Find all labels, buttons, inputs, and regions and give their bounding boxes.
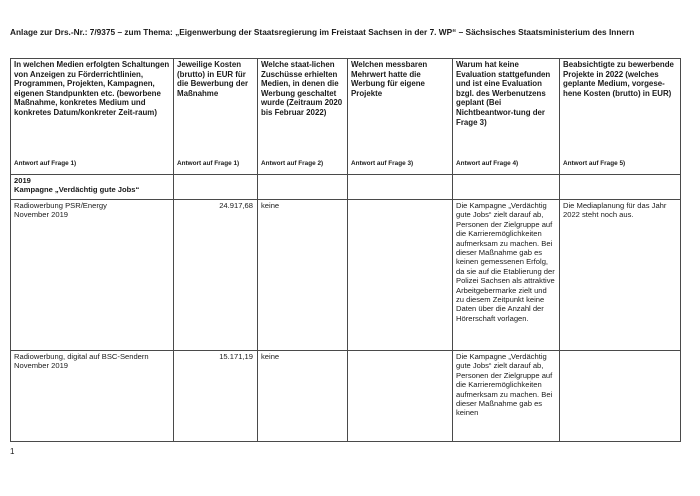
cell-subsidies: keine (258, 351, 348, 442)
cell-subsidies: keine (258, 200, 348, 351)
table-row (11, 351, 681, 442)
header-evaluation: Warum hat keine Evaluation stattgefunden und ist eine Evaluation bzgl. des Werbenutzens geplant (Bei Nichtbeantwor-tung der Frage 3) Antwort auf Frage 4) (453, 59, 560, 175)
table-row (11, 200, 681, 351)
answer-ref: Antwort auf Frage 4) (456, 160, 519, 167)
header-value: Welchen messbaren Mehrwert hatte die Werbung für eigene Projekte Antwort auf Frage 3) (348, 59, 453, 175)
advertising-table (10, 58, 681, 442)
header-cost: Jeweilige Kosten (brutto) in EUR für die Bewerbung der Maßnahme Antwort auf Frage 1) (174, 59, 258, 175)
cell-evaluation: Die Kampagne „Verdächtig gute Jobs“ zielt darauf ab, Personen der Zielgruppe auf die Karrieremöglichkeiten aufmerksam zu machen. Bei dieser Maßnahme gab es keinen gemessenen Erfolg, da sie auf die Etablierung der Polizei Sachsen als attraktive Arbeitgebermarke zielt und zu diesem Zeitpunkt keine Daten über die Anzahl der Hörerschaft vorlagen. (453, 200, 560, 351)
header-subsidies: Welche staat-lichen Zuschüsse erhielten Medien, in denen die Werbung geschaltet wurde (Zeitraum 2020 bis Februar 2022) Antwort auf Frage 2) (258, 59, 348, 175)
answer-ref: Antwort auf Frage 2) (261, 160, 324, 167)
header-planned: Beabsichtigte zu bewerbende Projekte in 2022 (welches geplante Medium, vorgese-hene Kosten (brutto) in EUR) Antwort auf Frage 5) (560, 59, 681, 175)
section-year: 2019 (14, 176, 31, 185)
cell-cost: 24.917,68 (174, 200, 258, 351)
cell-cost: 15.171,19 (174, 351, 258, 442)
section-title: Kampagne „Verdächtig gute Jobs“ (14, 185, 140, 195)
cell-evaluation: Die Kampagne „Verdächtig gute Jobs“ zielt darauf ab, Personen der Zielgruppe auf die Karrieremöglichkeiten aufmerksam zu machen. Bei dieser Maßnahme gab es keinen (453, 351, 560, 442)
section-row (11, 175, 681, 200)
cell-medium: Radiowerbung, digital auf BSC-Sendern November 2019 (11, 351, 174, 442)
cell-value (348, 351, 453, 442)
answer-ref: Antwort auf Frage 1) (14, 160, 77, 167)
header-media: In welchen Medien erfolgten Schaltungen von Anzeigen zu Förderrichtlinien, Programmen, Projekten, Kampagnen, eigenen Standpunkten etc. (beworbene Maßnahme, konkretes Medium und konkretes Datum/konkreter Zeit-raum) Antwort auf Frage 1) (11, 59, 174, 175)
cell-value (348, 200, 453, 351)
cell-planned: Die Mediaplanung für das Jahr 2022 steht noch aus. (560, 200, 681, 351)
page-number: 1 (10, 447, 15, 456)
cell-medium: Radiowerbung PSR/Energy November 2019 (11, 200, 174, 351)
section-title-cell (11, 175, 174, 200)
header-row (11, 59, 681, 175)
cell-planned (560, 351, 681, 442)
answer-ref: Antwort auf Frage 1) (177, 160, 240, 167)
answer-ref: Antwort auf Frage 3) (351, 160, 414, 167)
document-heading: Anlage zur Drs.-Nr.: 7/9375 – zum Thema: „Eigenwerbung der Staatsregierung im Freistaat Sachsen in der 7. WP“ – Sächsisches Staatsministerium des Innern (10, 27, 635, 37)
answer-ref: Antwort auf Frage 5) (563, 160, 626, 167)
